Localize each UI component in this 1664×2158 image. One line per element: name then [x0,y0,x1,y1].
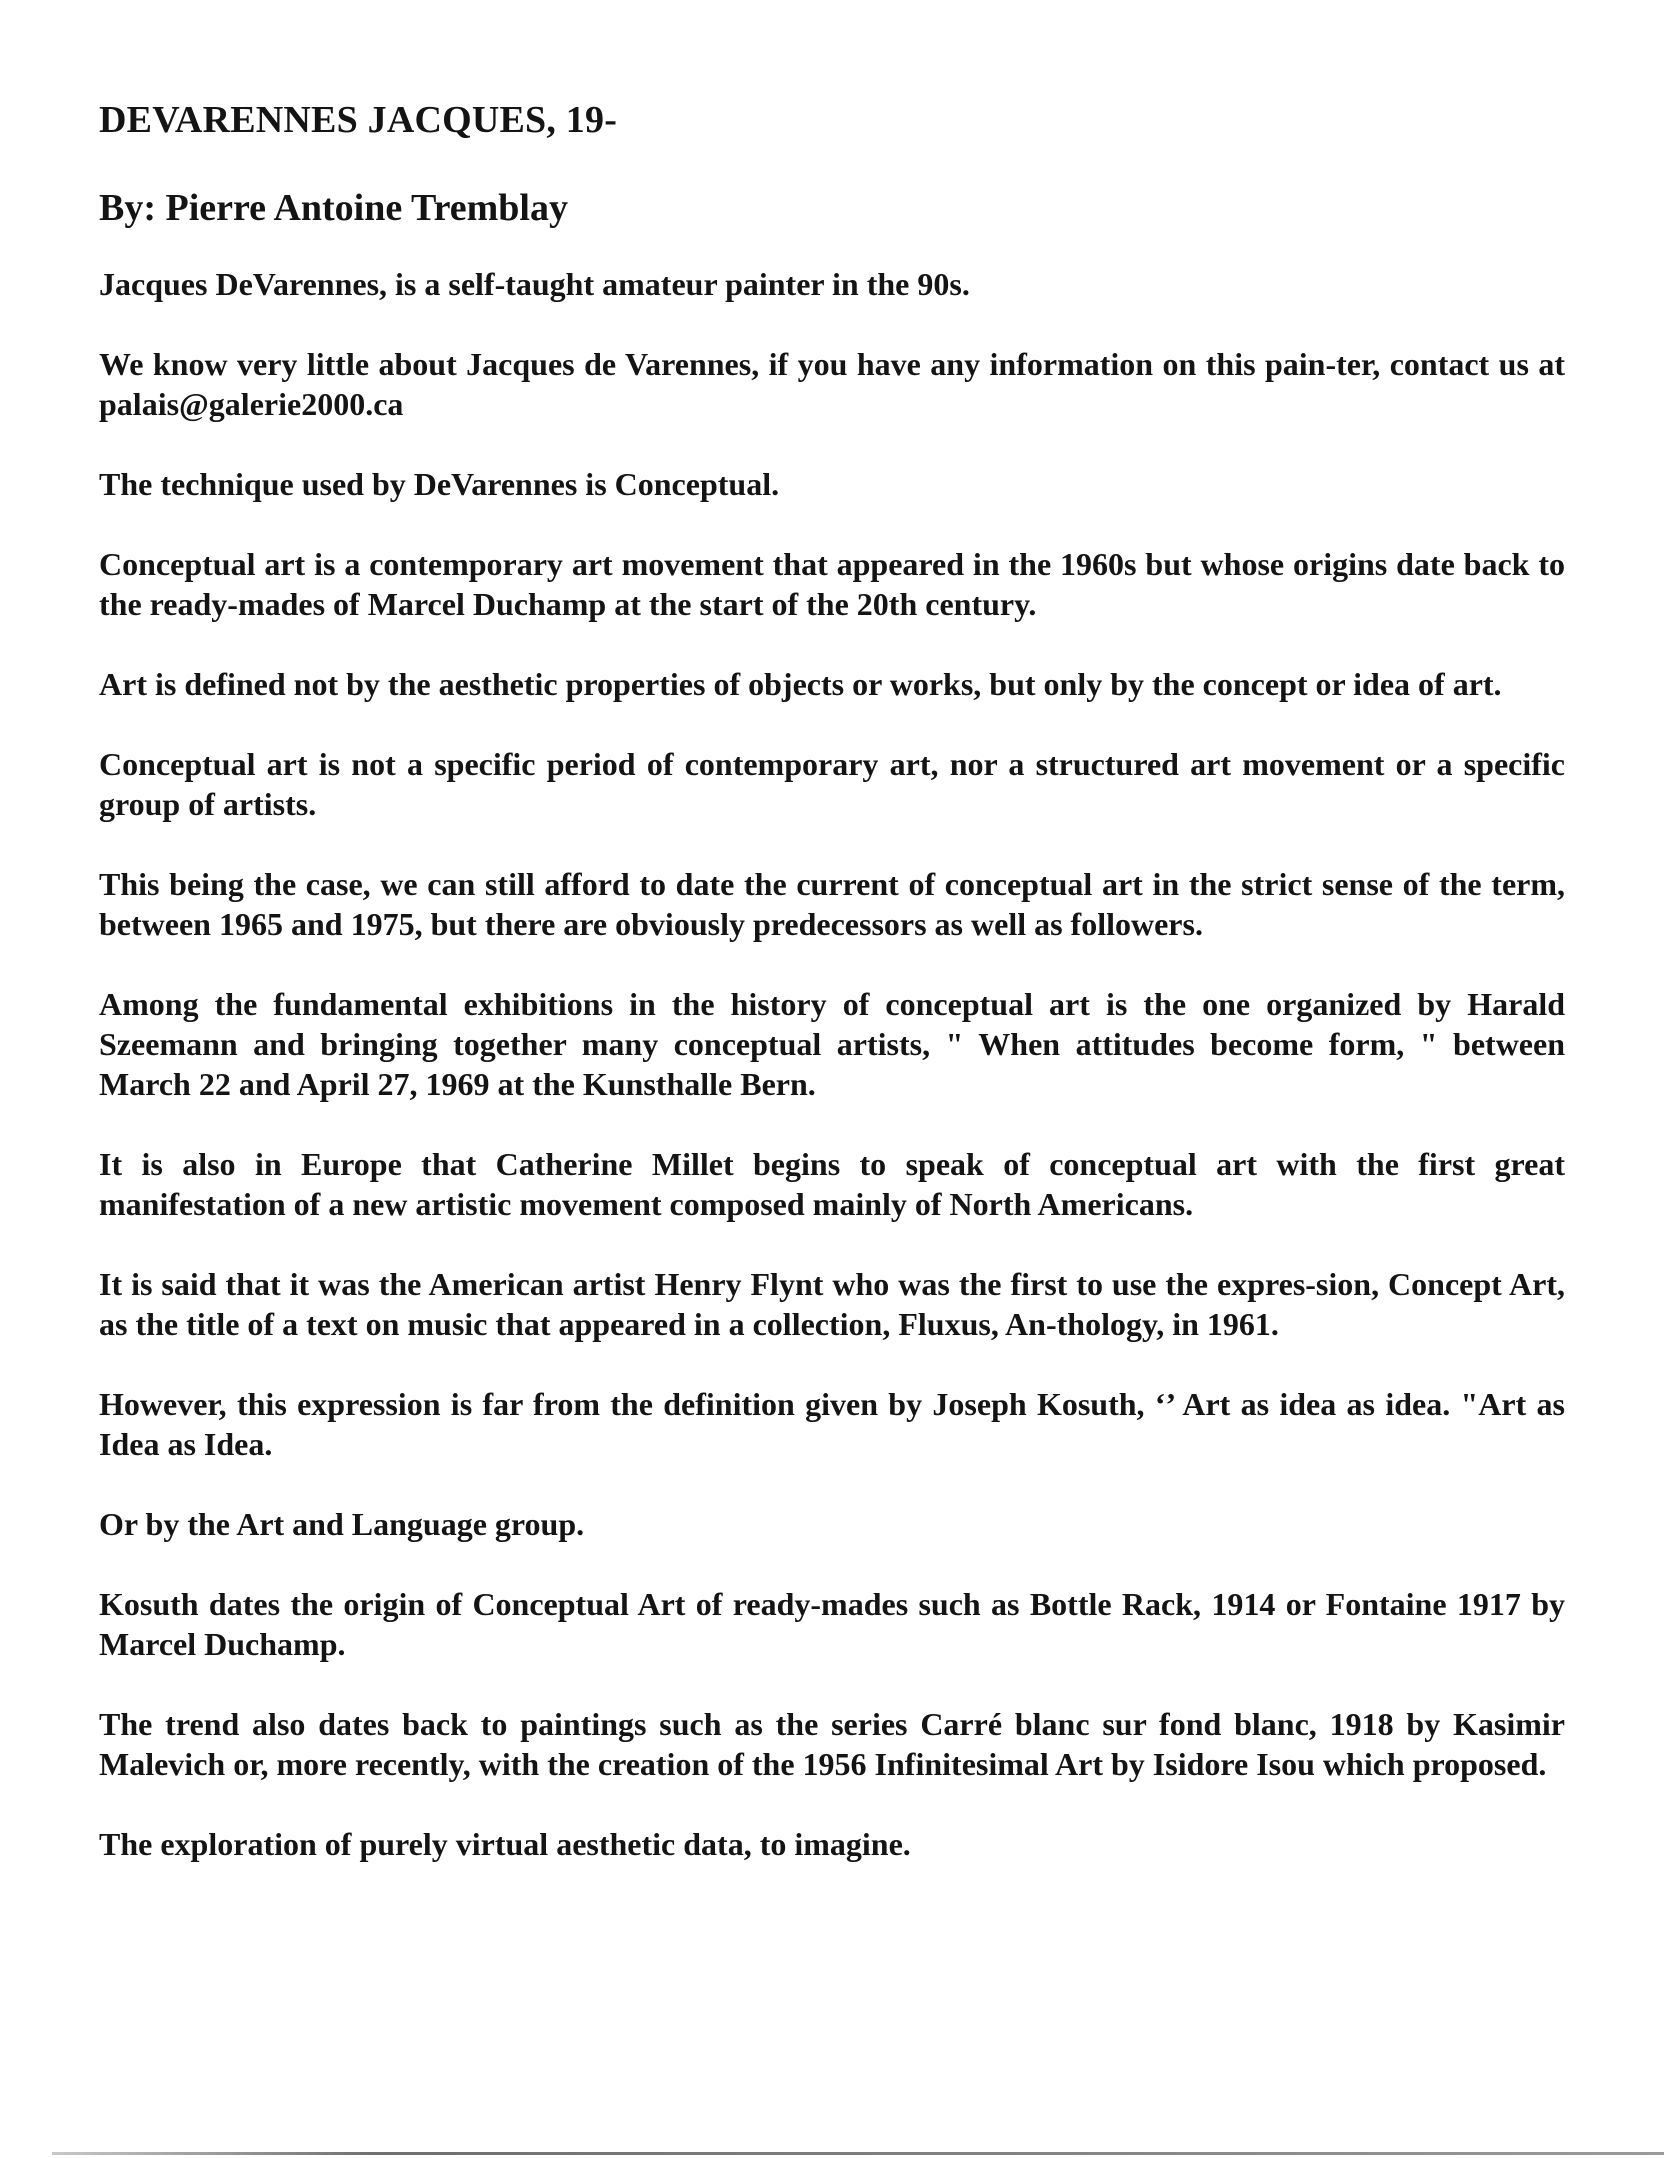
bottom-rule-divider [52,2152,1664,2155]
document-title: DEVARENNES JACQUES, 19- [99,99,618,141]
author-byline: By: Pierre Antoine Tremblay [99,187,568,229]
paragraph-trend: The trend also dates back to paintings such as the series Carré blanc sur fond blanc, 1918 by Kasimir Malevich or, more recently, with the creation of the 1956 Infinitesimal Art by Isidore Isou which proposed. [99,1706,1565,1782]
document-page [99,98,1565,1864]
paragraph-not-specific-period: Conceptual art is not a specific period of contemporary art, nor a structured art movement or a specific group of artists. [99,746,1565,822]
paragraph-henry-flynt: It is said that it was the American artist Henry Flynt who was the first to use the expres-sion, Concept Art, as the title of a text on music that appeared in a collection, Fluxus, An-thology, in 1961. [99,1266,1565,1342]
paragraph-conceptual-art: Conceptual art is a contemporary art movement that appeared in the 1960s but whose origins date back to the ready-mades of Marcel Duchamp at the start of the 20th century. [99,546,1565,622]
paragraph-contact: We know very little about Jacques de Varennes, if you have any information on this pain-ter, contact us at palais@galerie2000.ca [99,346,1565,422]
paragraph-art-definition: Art is defined not by the aesthetic properties of objects or works, but only by the concept or idea of art. [99,666,1502,702]
paragraph-art-language: Or by the Art and Language group. [99,1506,585,1542]
paragraph-intro: Jacques DeVarennes, is a self-taught amateur painter in the 90s. [99,266,970,302]
paragraph-europe: It is also in Europe that Catherine Millet begins to speak of conceptual art with the first great manifestation of a new artistic movement composed mainly of North Americans. [99,1146,1565,1222]
paragraph-technique: The technique used by DeVarennes is Conceptual. [99,466,780,502]
document-body [99,264,1565,1864]
paragraph-kosuth-definition: However, this expression is far from the definition given by Joseph Kosuth, ‘’ Art as idea as idea. "Art as Idea as Idea. [99,1386,1565,1462]
paragraph-exhibitions: Among the fundamental exhibitions in the history of conceptual art is the one organized by Harald Szeemann and bringing together many conceptual artists, " When attitudes become form, " between March 22 and April 27, 1969 at the Kunsthalle Bern. [99,986,1565,1102]
paragraph-exploration: The exploration of purely virtual aesthetic data, to imagine. [99,1826,911,1862]
paragraph-kosuth-origin: Kosuth dates the origin of Conceptual Art of ready-mades such as Bottle Rack, 1914 or Fontaine 1917 by Marcel Duchamp. [99,1586,1565,1662]
paragraph-dating: This being the case, we can still afford to date the current of conceptual art in the strict sense of the term, between 1965 and 1975, but there are obviously predecessors as well as followers. [99,866,1565,942]
